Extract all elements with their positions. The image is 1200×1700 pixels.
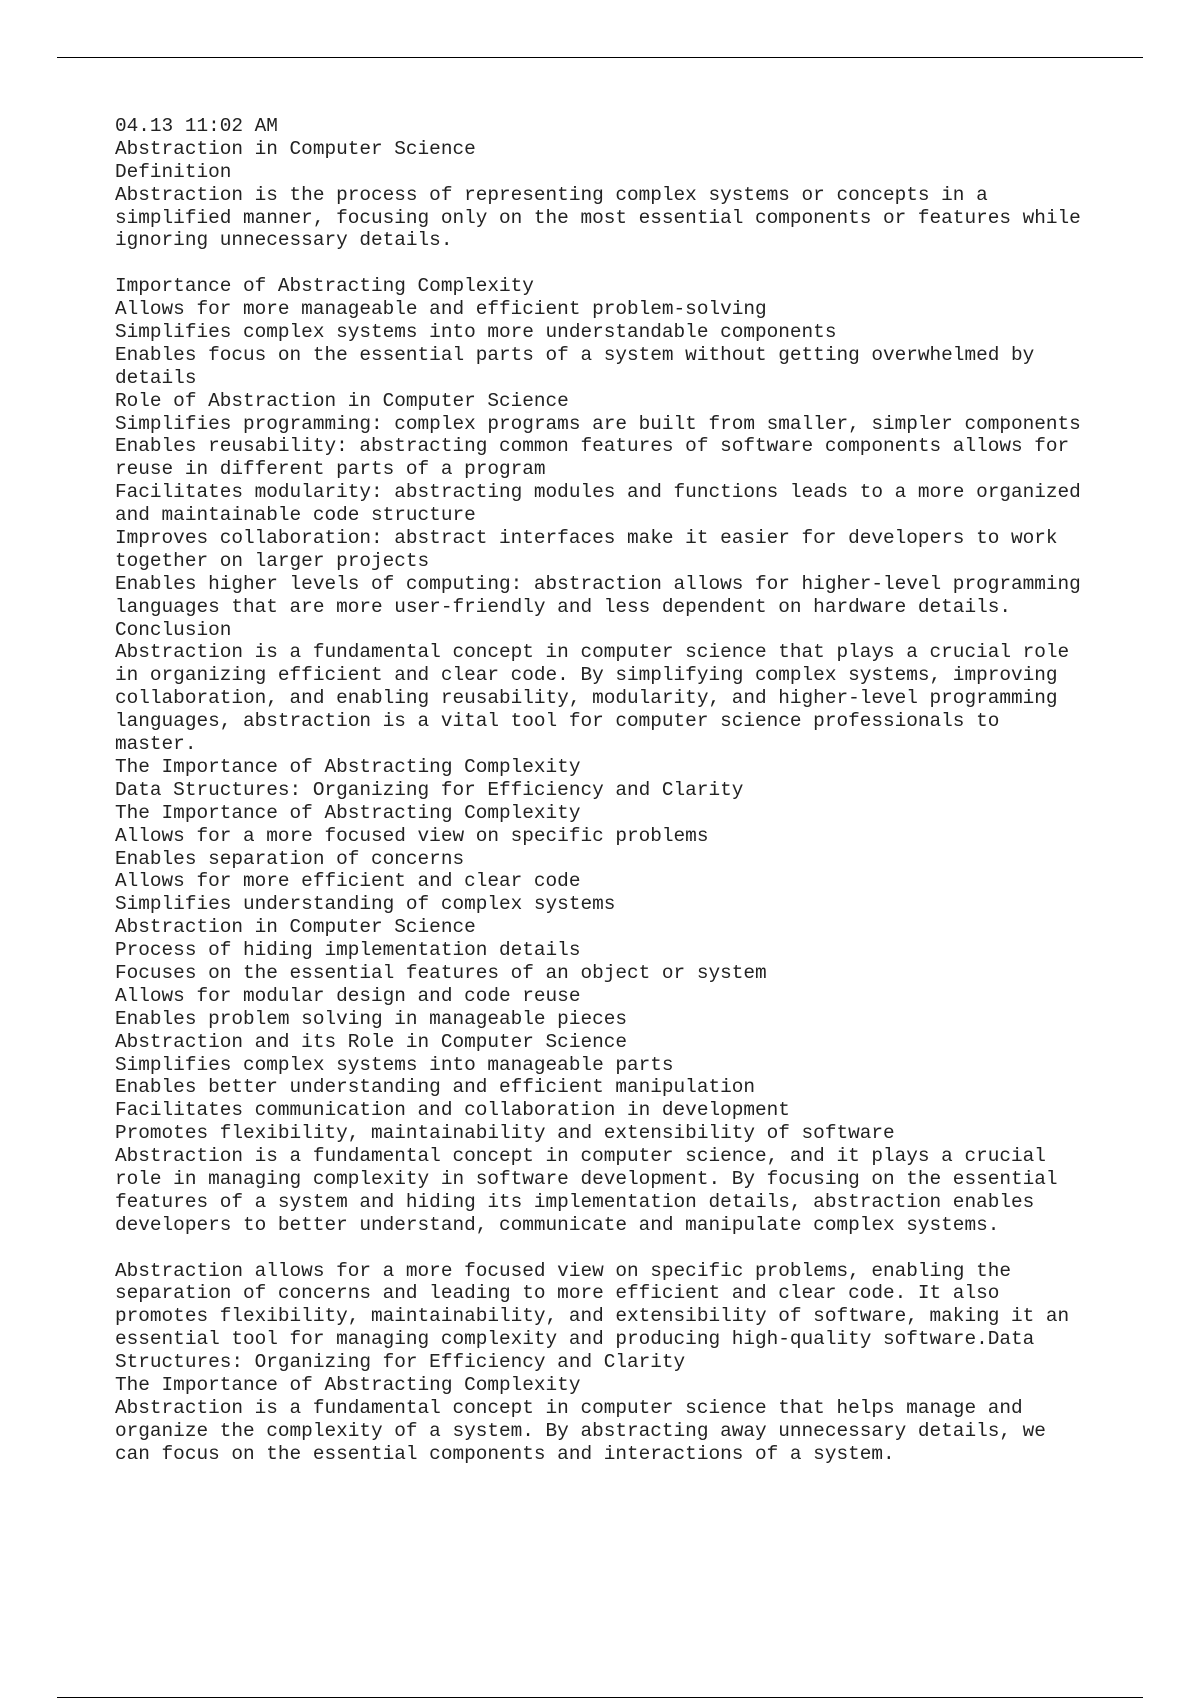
text-line: Simplifies complex systems into more understandable components	[115, 321, 837, 344]
text-line: organize the complexity of a system. By abstracting away unnecessary details, we	[115, 1419, 1046, 1442]
text-line: Enables focus on the essential parts of a system without getting overwhelmed by	[115, 343, 1035, 366]
text-line: Simplifies understanding of complex systems	[115, 893, 616, 916]
text-line: Allows for modular design and code reuse	[115, 984, 581, 1007]
text-line: and maintainable code structure	[115, 504, 476, 527]
text-line: Enables reusability: abstracting common features of software components allows for	[115, 435, 1070, 458]
bottom-divider	[57, 1697, 1143, 1698]
text-line: Enables higher levels of computing: abstraction allows for higher-level programming	[115, 572, 1081, 595]
text-line: Enables separation of concerns	[115, 847, 465, 870]
text-line: Abstraction allows for a more focused view on specific problems, enabling the	[115, 1259, 1011, 1282]
text-line: Improves collaboration: abstract interfaces make it easier for developers to work	[115, 527, 1058, 550]
top-divider	[57, 57, 1143, 58]
text-line: ignoring unnecessary details.	[115, 229, 453, 252]
text-line: Abstraction in Computer Science	[115, 137, 476, 160]
blank-line	[115, 252, 1135, 275]
text-line: Allows for more efficient and clear code	[115, 870, 581, 893]
text-line: role in managing complexity in software development. By focusing on the essential	[115, 1167, 1058, 1190]
text-line: can focus on the essential components and interactions of a system.	[115, 1442, 895, 1465]
text-line: Process of hiding implementation details	[115, 939, 581, 962]
text-line: developers to better understand, communicate and manipulate complex systems.	[115, 1213, 1000, 1236]
text-line: simplified manner, focusing only on the most essential components or features while	[115, 206, 1081, 229]
text-line: Enables better understanding and efficient manipulation	[115, 1076, 755, 1099]
text-line: essential tool for managing complexity and producing high-quality software.Data	[115, 1328, 1035, 1351]
text-line: Enables problem solving in manageable pieces	[115, 1007, 627, 1030]
text-line: together on larger projects	[115, 549, 430, 572]
text-line: collaboration, and enabling reusability, modularity, and higher-level programming	[115, 687, 1058, 710]
text-line: The Importance of Abstracting Complexity	[115, 755, 581, 778]
text-line: languages that are more user-friendly and less dependent on hardware details.	[115, 595, 1011, 618]
text-line: reuse in different parts of a program	[115, 458, 546, 481]
text-line: promotes flexibility, maintainability, and extensibility of software, making it an	[115, 1305, 1070, 1328]
text-line: Data Structures: Organizing for Efficiency and Clarity	[115, 778, 744, 801]
document-body	[115, 115, 1135, 1466]
text-line: Allows for more manageable and efficient problem-solving	[115, 298, 767, 321]
text-line: Abstraction is a fundamental concept in computer science, and it plays a crucial	[115, 1145, 1046, 1168]
text-line: Facilitates modularity: abstracting modules and functions leads to a more organized	[115, 481, 1081, 504]
blank-line	[115, 1237, 1135, 1260]
text-line: Abstraction is a fundamental concept in computer science that plays a crucial role	[115, 641, 1070, 664]
text-line: Conclusion	[115, 618, 232, 641]
text-line: Focuses on the essential features of an object or system	[115, 961, 767, 984]
text-line: Structures: Organizing for Efficiency and Clarity	[115, 1351, 686, 1374]
text-line: Abstraction is the process of representing complex systems or concepts in a	[115, 183, 988, 206]
text-line: Definition	[115, 160, 232, 183]
text-line: separation of concerns and leading to more efficient and clear code. It also	[115, 1282, 1000, 1305]
text-line: Allows for a more focused view on specific problems	[115, 824, 709, 847]
text-line: Abstraction and its Role in Computer Science	[115, 1030, 627, 1053]
text-line: features of a system and hiding its implementation details, abstraction enables	[115, 1190, 1035, 1213]
text-line: Simplifies complex systems into manageable parts	[115, 1053, 674, 1076]
text-line: Abstraction in Computer Science	[115, 916, 476, 939]
text-line: master.	[115, 733, 197, 756]
text-line: in organizing efficient and clear code. By simplifying complex systems, improving	[115, 664, 1058, 687]
text-line: Facilitates communication and collaboration in development	[115, 1099, 790, 1122]
text-line: The Importance of Abstracting Complexity	[115, 801, 581, 824]
text-line: Promotes flexibility, maintainability and extensibility of software	[115, 1122, 895, 1145]
text-line: 04.13 11:02 AM	[115, 115, 278, 137]
text-line: Importance of Abstracting Complexity	[115, 275, 534, 298]
text-line: Role of Abstraction in Computer Science	[115, 389, 569, 412]
text-line: The Importance of Abstracting Complexity	[115, 1373, 581, 1396]
text-line: Simplifies programming: complex programs are built from smaller, simpler components	[115, 412, 1081, 435]
text-line: Abstraction is a fundamental concept in computer science that helps manage and	[115, 1396, 1023, 1419]
text-line: details	[115, 366, 197, 389]
text-line: languages, abstraction is a vital tool for computer science professionals to	[115, 710, 1000, 733]
